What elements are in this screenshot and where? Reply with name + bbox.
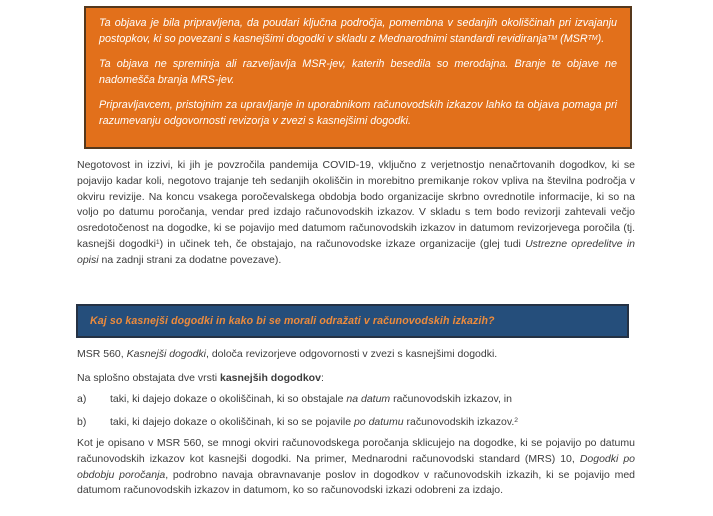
item-b-text: taki, ki dajejo dokaze o okoliščinah, ki so se pojavile: [110, 416, 354, 428]
callout-p1-mid: (MSR: [557, 33, 588, 46]
item-a-text: taki, ki dajejo dokaze o okoliščinah, ki so obstajale: [110, 393, 347, 405]
callout-paragraph-2: Ta objava ne spreminja ali razveljavlja MSR-jev, katerih besedila so merodajna. Branje te objave ne nadomešča branja MRS-jev.: [99, 57, 617, 87]
intro-text-end: na zadnji strani za dodatne povezave).: [98, 253, 282, 266]
section-heading: Kaj so kasnejši dogodki in kako bi se morali odražati v računovodskih izkazih?: [90, 315, 495, 327]
intro-text: Negotovost in izzivi, ki jih je povzročila pandemija COVID-19, vključno z verjetnostjo nenačrtovanih dogodkov, ki se pojavijo kadar koli, negotovo trajanje teh sedanjih okoliščin in morebitno premikanje rokov vpliva na številna področja v okviru revizije. Na koncu vsakega poročevalskega obdobja bodo organizacije skrbno ovrednotile informacije, ki so na voljo po datumu poročanja, vendar pred izdajo računovodskih izkazov. V skladu s tem bodo revizorji zahtevali večjo osredotočenost na dogodke, ki se pojavijo med datumom računovodskih izkazov in datumom revizorjevega poročila (tj. kasnejši dogodki: [77, 159, 635, 250]
callout-p1-text: Ta objava je bila pripravljena, da poudari ključna področja, pomembna v sedanjih okoliščinah pri izvajanju postopkov, ki so povezani s kasnejšimi dogodki v skladu z Mednarodnimi standardi revidiranja: [99, 17, 617, 46]
closing-paragraph: [77, 436, 635, 499]
msr-560-paragraph: [77, 347, 635, 363]
intro-paragraph: [77, 158, 635, 269]
footnote-reference-1: 1: [155, 239, 160, 247]
list-item-a: [77, 392, 668, 408]
mrs-10-standard-title: Dogodki po obdobju poročanja: [77, 452, 636, 481]
intro-callout: [84, 6, 632, 149]
kinds-bold-term: kasnejših dogodkov: [220, 372, 321, 384]
list-marker-b: b): [77, 416, 87, 428]
item-a-text-end: računovodskih izkazov, in: [390, 393, 512, 405]
closing-text-end: , podrobno navaja obravnavanje poslov in dogodkov v računovodskih izkazih, ki se pojavijo med datumom računovodskih izkazov in datumom, ko so računovodski izkazi odobreni za izdajo.: [77, 468, 636, 497]
section-heading-bar: [76, 304, 629, 338]
intro-text-mid: ) in učinek teh, če obstajajo, na računovodske izkaze organizacije (glej tudi: [159, 237, 526, 250]
msr-text-end: , določa revizorjeve odgovornosti v zvezi s kasnejšimi dogodki.: [206, 348, 498, 360]
item-b-italic: po datumu: [353, 416, 404, 428]
kinds-text-end: :: [320, 372, 324, 384]
callout-paragraph-3: Pripravljavcem, pristojnim za upravljanje in uporabnikom računovodskih izkazov lahko ta objava pomaga pri razumevanju odgovornosti revizorja v zvezi s kasnejšimi dogodki.: [99, 98, 617, 128]
callout-p1-end: ).: [597, 33, 605, 46]
kinds-text: Na splošno obstajata dve vrsti: [77, 372, 220, 384]
msr-text: MSR 560,: [77, 348, 127, 360]
trademark-superscript: TM: [587, 34, 598, 42]
list-item-b: [77, 415, 668, 431]
closing-text: Kot je opisano v MSR 560, se mnogi okviri računovodskega poročanja sklicujejo na dogodke, ki se pojavijo po datumu računovodskih izkazov kot kasnejši dogodki. Na primer, Mednarodni računovodski standard (MRS) 10,: [77, 437, 635, 465]
two-kinds-paragraph: [77, 371, 635, 387]
cross-reference-title: Ustrezne opredelitve in opisi: [77, 237, 636, 266]
list-marker-a: a): [77, 393, 87, 405]
footnote-reference-2: 2: [514, 417, 519, 425]
trademark-superscript: TM: [547, 34, 558, 42]
item-b-text-end: računovodskih izkazov.: [403, 416, 515, 428]
msr-standard-title: Kasnejši dogodki: [126, 348, 206, 360]
item-a-italic: na datum: [346, 393, 391, 405]
callout-paragraph-1: [99, 15, 617, 48]
